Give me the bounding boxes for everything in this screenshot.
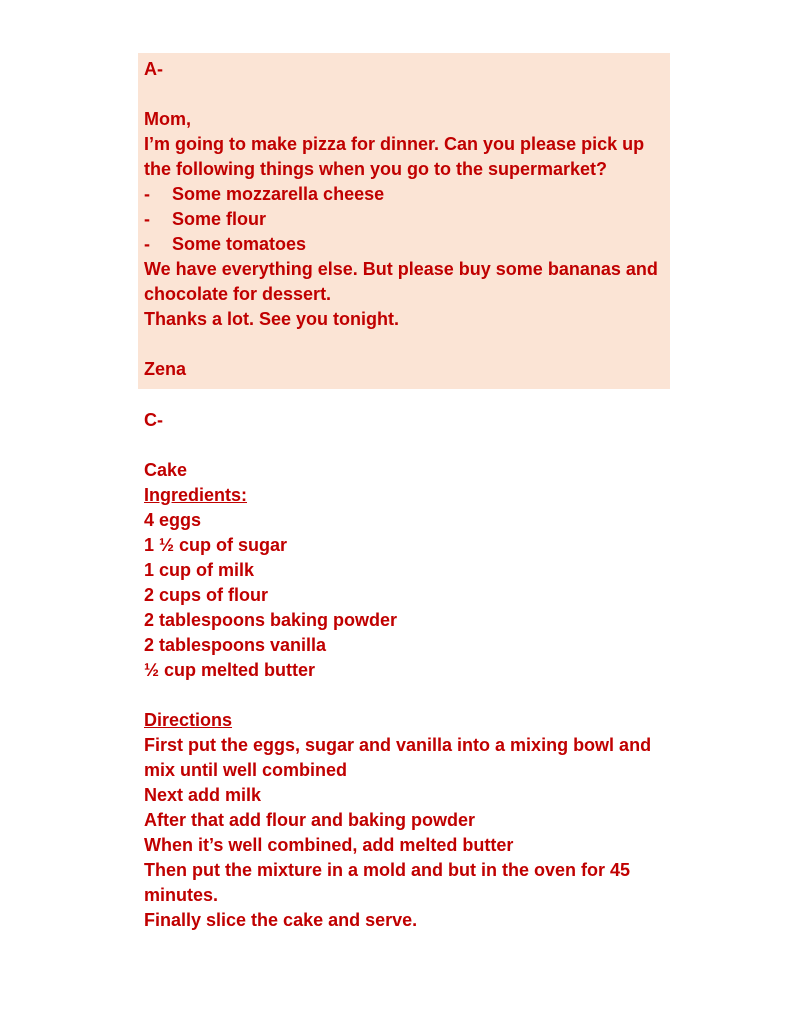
ingredient-item: ½ cup melted butter [144,660,316,680]
recipe-title: Cake [144,460,188,480]
note-greeting: Mom, [144,109,191,129]
ingredient-item: 2 tablespoons baking powder [144,610,398,630]
ingredient-item: 2 cups of flour [144,585,269,605]
note-closing: Thanks a lot. See you tonight. [144,309,400,329]
list-item-text: Some flour [172,209,267,229]
ingredient-item: 4 eggs [144,510,202,530]
ingredient-item: 1 cup of milk [144,560,255,580]
list-item [144,232,664,257]
recipe-label: C- [144,410,163,430]
recipe-section [138,408,678,933]
direction-step: When it’s well combined, add melted butter [144,835,514,855]
spacer [144,82,664,107]
ingredient-item: 2 tablespoons vanilla [144,635,327,655]
list-item-text: Some tomatoes [172,234,307,254]
note-body-1: I’m going to make pizza for dinner. Can you please pick up the following things when you go to the supermarket? [144,134,645,179]
note-body-2: We have everything else. But please buy some bananas and chocolate for dessert. [144,259,658,304]
bullet-marker: - [144,184,150,204]
direction-step: Then put the mixture in a mold and but in the oven for 45 minutes. [144,860,631,905]
list-item [144,182,664,207]
direction-step: First put the eggs, sugar and vanilla into a mixing bowl and mix until well combined [144,735,652,780]
note-label: A- [144,59,163,79]
spacer [144,433,672,458]
note-signature: Zena [144,359,187,379]
list-item-text: Some mozzarella cheese [172,184,385,204]
spacer [144,683,672,708]
spacer [144,332,664,357]
list-item [144,207,664,232]
direction-step: Next add milk [144,785,262,805]
directions-heading: Directions [144,710,233,730]
direction-step: After that add flour and baking powder [144,810,476,830]
bullet-marker: - [144,209,150,229]
ingredient-item: 1 ½ cup of sugar [144,535,288,555]
note-section [138,53,670,389]
direction-step: Finally slice the cake and serve. [144,910,418,930]
bullet-marker: - [144,234,150,254]
ingredients-heading: Ingredients: [144,485,248,505]
